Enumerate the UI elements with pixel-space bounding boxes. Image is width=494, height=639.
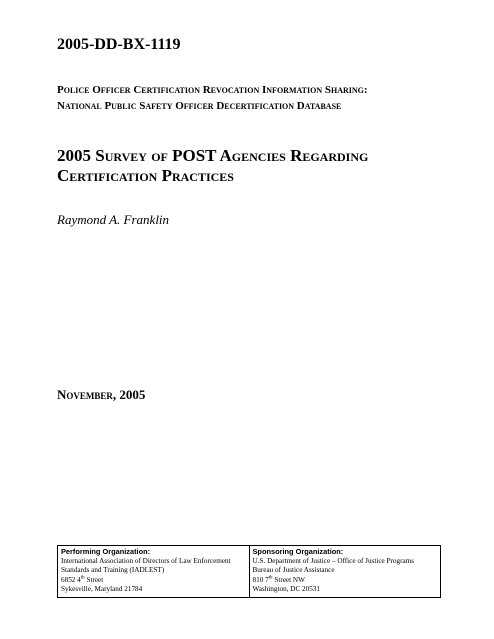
organizations-table xyxy=(57,545,441,598)
sponsoring-street-number: 810 7 xyxy=(252,575,269,584)
sponsoring-organization-name-line-1: U.S. Department of Justice – Office of Justice Programs xyxy=(252,556,415,565)
performing-organization-name-line-2: Standards and Training (IADLEST) xyxy=(61,566,165,575)
report-title-line-2: Certification Practices xyxy=(57,166,234,185)
author-name: Raymond A. Franklin xyxy=(57,212,170,227)
report-title-line-1: 2005 Survey of POST Agencies Regarding xyxy=(57,146,369,165)
program-title xyxy=(57,82,457,114)
program-title-line-1: Police Officer Certification Revocation Information Sharing: xyxy=(57,84,368,96)
performing-street-ordinal: th xyxy=(80,575,85,581)
performing-street-number: 6852 4 xyxy=(61,575,81,584)
performing-organization-name-line-1: International Association of Directors of Law Enforcement xyxy=(61,556,231,565)
sponsoring-street-ordinal: th xyxy=(268,575,273,581)
performing-street-name: Street xyxy=(84,575,104,584)
performing-organization-city: Sykesville, Maryland 21784 xyxy=(61,585,143,594)
sponsoring-organization xyxy=(249,546,441,597)
report-date: November, 2005 xyxy=(57,387,146,402)
sponsoring-organization-city: Washington, DC 20531 xyxy=(252,585,321,594)
report-title xyxy=(57,146,457,186)
program-title-line-2: National Public Safety Officer Decertification Database xyxy=(57,100,342,112)
sponsoring-organization-heading: Sponsoring Organization: xyxy=(252,547,344,556)
sponsoring-organization-street xyxy=(253,576,438,586)
performing-organization-street xyxy=(61,576,246,586)
grant-number: 2005-DD-BX-1119 xyxy=(57,36,181,53)
performing-organization xyxy=(58,546,249,597)
performing-organization-heading: Performing Organization: xyxy=(61,547,151,556)
sponsoring-street-name: Street NW xyxy=(272,575,305,584)
sponsoring-organization-name-line-2: Bureau of Justice Assistance xyxy=(252,566,335,575)
